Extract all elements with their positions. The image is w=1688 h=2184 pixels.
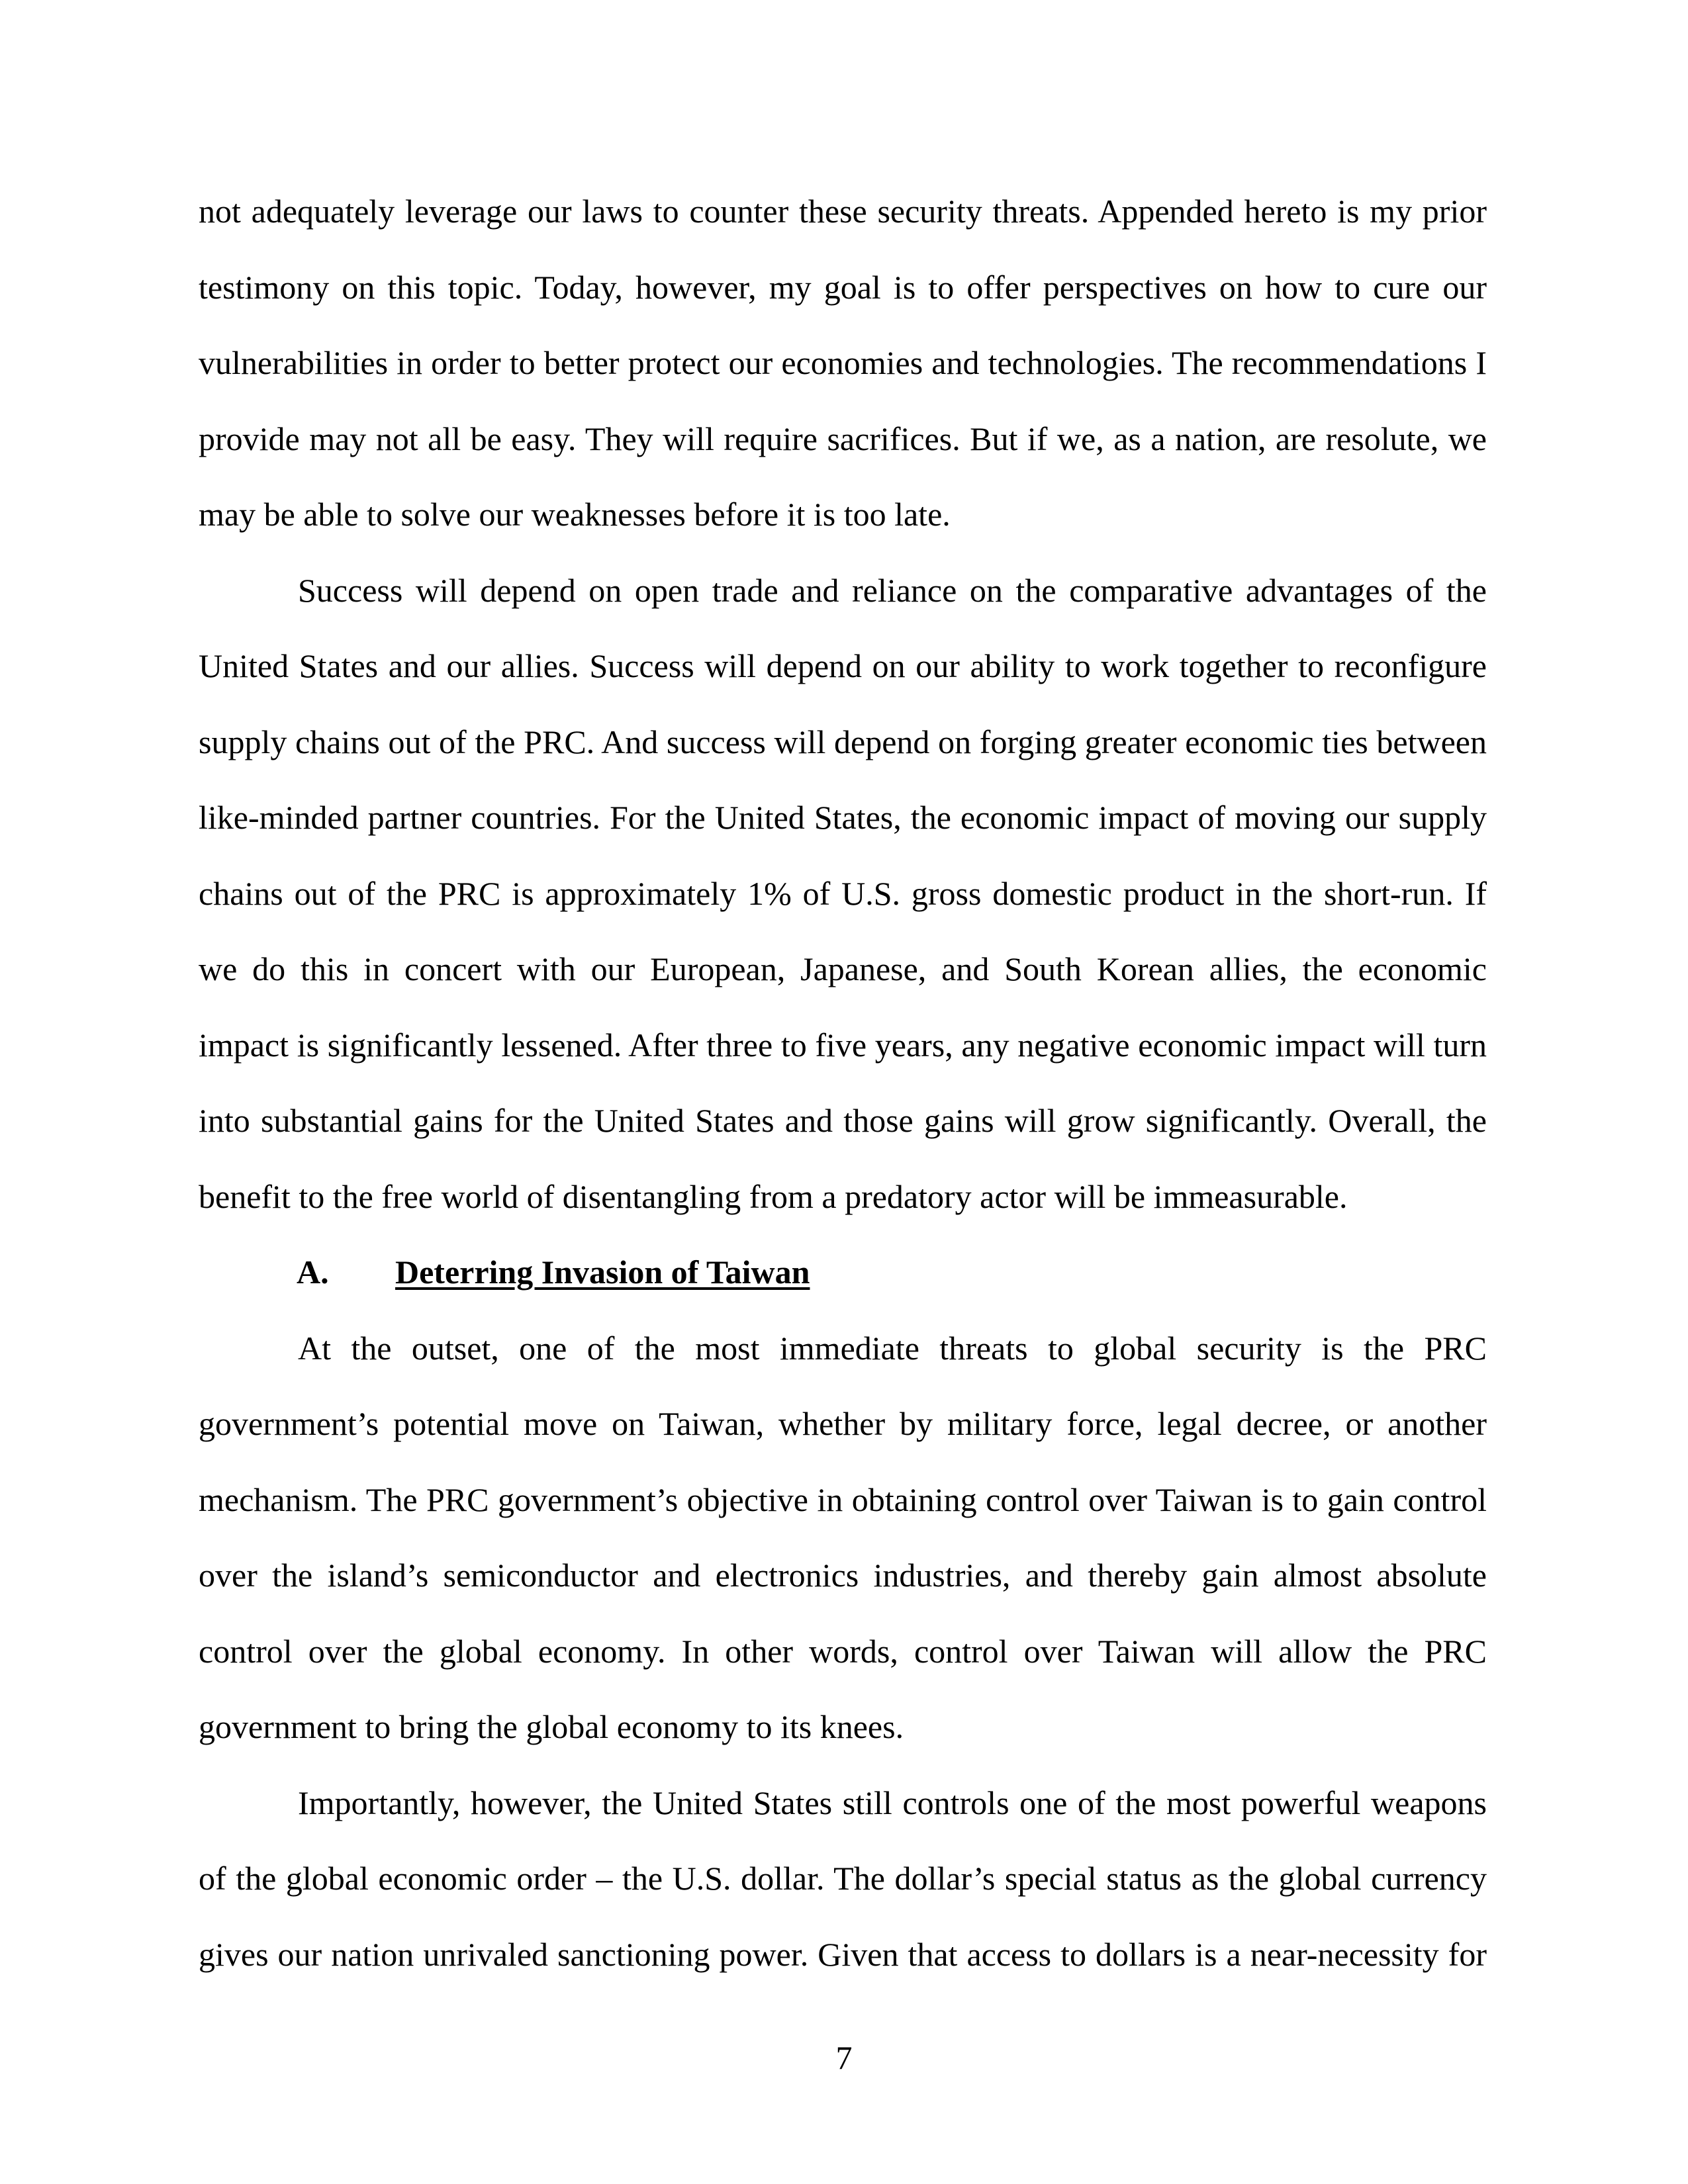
section-title: Deterring Invasion of Taiwan xyxy=(395,1253,810,1291)
paragraph-prior-testimony: not adequately leverage our laws to counter these security threats. Appended hereto is my prior testimony on this topic. Today, however, my goal is to offer perspectives on how to cure our vulnerabilities in order to better protect our economies and technologies. The recommendations I provide may not all be easy. They will require sacrifices. But if we, as a nation, are resolute, we may be able to solve our weaknesses before it is too late. xyxy=(199,193,1487,533)
document-body xyxy=(199,173,1487,1992)
paragraph-success-factors: Success will depend on open trade and reliance on the comparative advantages of the United States and our allies. Success will depend on our ability to work together to reconfigure supply chains out of the PRC. And success will depend on forging greater economic ties between like-minded partner countries. For the United States, the economic impact of moving our supply chains out of the PRC is approximately 1% of U.S. gross domestic product in the short-run. If we do this in concert with our European, Japanese, and South Korean allies, the economic impact is significantly lessened. After three to five years, any negative economic impact will turn into substantial gains for the United States and those gains will grow significantly. Overall, the benefit to the free world of disentangling from a predatory actor will be immeasurable. xyxy=(199,571,1487,1215)
section-heading xyxy=(199,1234,1487,1310)
page-number: 7 xyxy=(835,2039,853,2076)
paragraph-taiwan-threat: At the outset, one of the most immediate threats to global security is the PRC government’s potential move on Taiwan, whether by military force, legal decree, or another mechanism. The PRC government’s objective in obtaining control over Taiwan is to gain control over the island’s semiconductor and electronics industries, and thereby gain almost absolute control over the global economy. In other words, control over Taiwan will allow the PRC government to bring the global economy to its knees. xyxy=(199,1329,1487,1745)
paragraph-us-dollar: Importantly, however, the United States still controls one of the most powerful weapons of the global economic order – the U.S. dollar. The dollar’s special status as the global currency gives our nation unrivaled sanctioning power. Given that access to dollars is a near-necessity for xyxy=(199,1784,1487,1973)
section-letter: A. xyxy=(297,1253,329,1291)
